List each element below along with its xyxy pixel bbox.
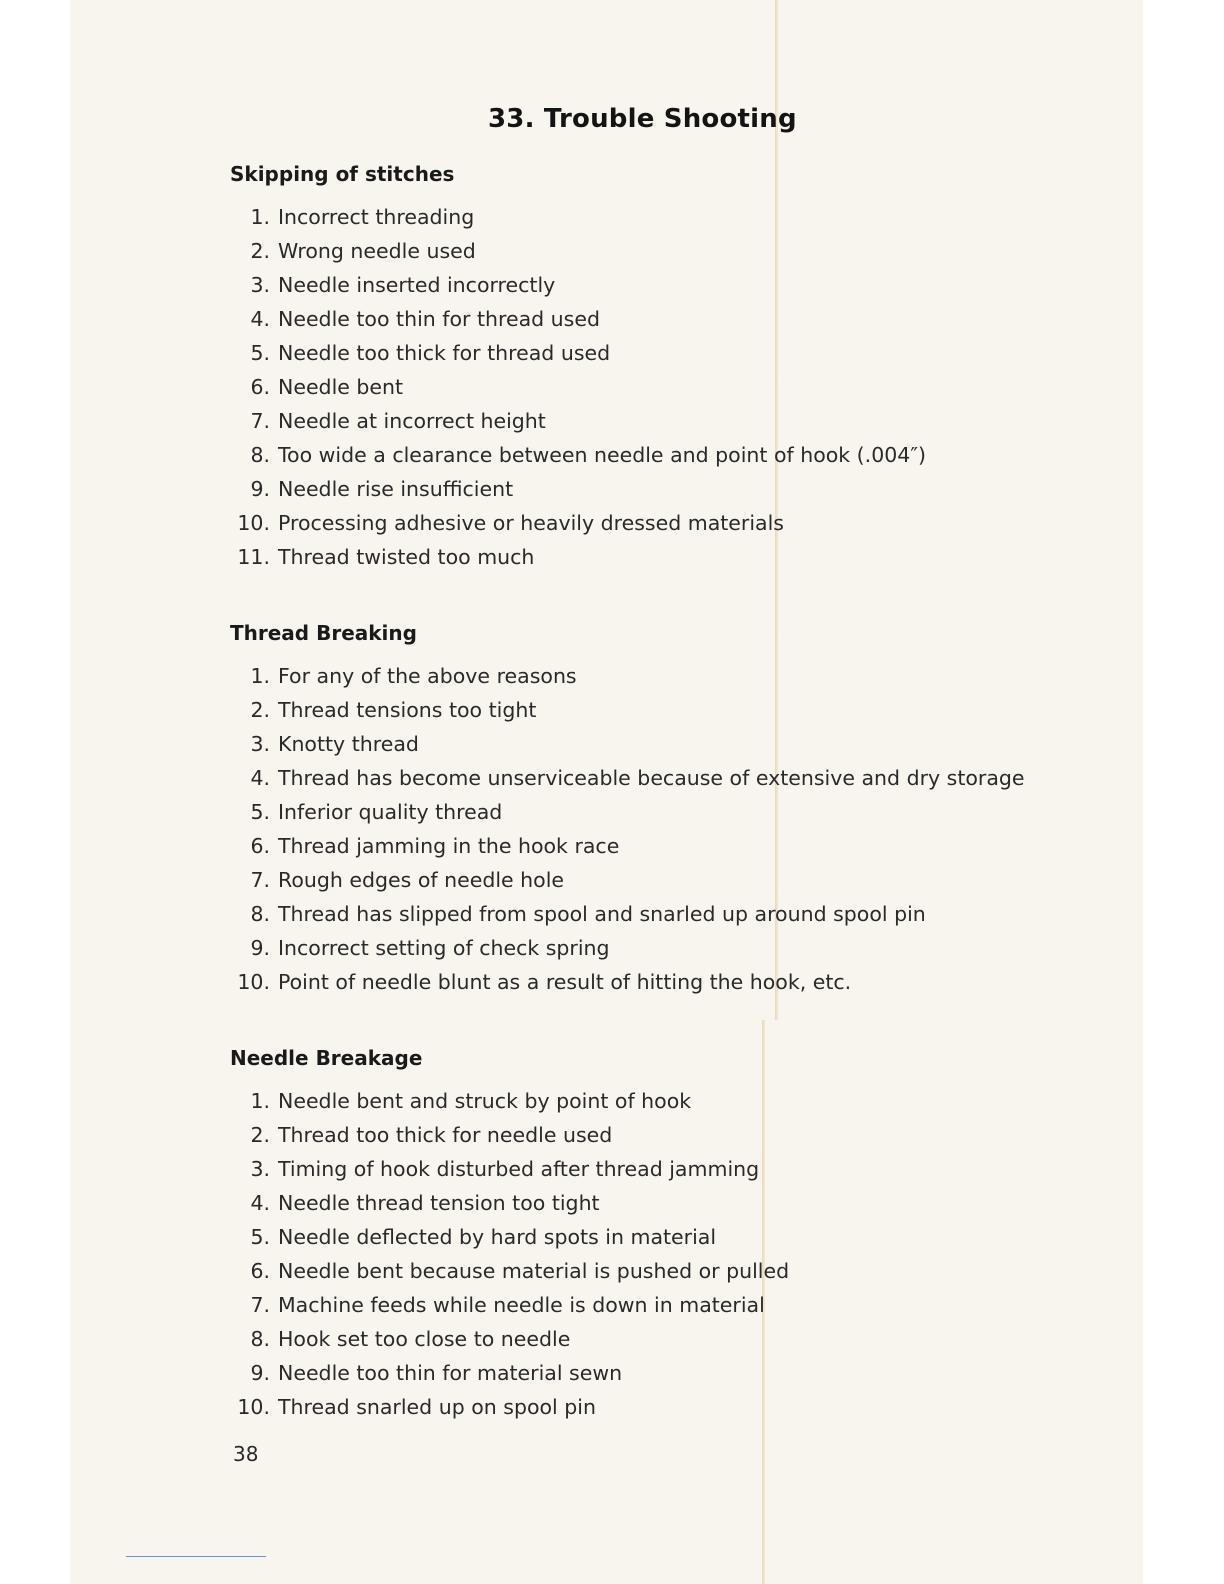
list-skipping-of-stitches (234, 200, 926, 574)
item-number: 4. (250, 307, 270, 331)
list-item (234, 693, 1025, 727)
list-item (234, 1254, 789, 1288)
item-number: 7. (250, 868, 270, 892)
list-item (234, 659, 1025, 693)
item-number: 1. (250, 205, 270, 229)
item-text: Thread snarled up on spool pin (278, 1395, 596, 1419)
item-number: 4. (250, 1191, 270, 1215)
item-text: Needle too thin for thread used (278, 307, 600, 331)
item-text: Needle deflected by hard spots in material (278, 1225, 717, 1249)
item-number: 1. (250, 664, 270, 688)
item-text: Thread too thick for needle used (278, 1123, 613, 1147)
item-number: 6. (250, 375, 270, 399)
list-item (234, 965, 1025, 999)
item-text: Machine feeds while needle is down in material (278, 1293, 765, 1317)
item-text: Processing adhesive or heavily dressed materials (278, 511, 784, 535)
list-item (234, 829, 1025, 863)
item-text: Needle too thin for material sewn (278, 1361, 623, 1385)
item-text: Thread has slipped from spool and snarled up around spool pin (278, 902, 926, 926)
list-item (234, 1322, 789, 1356)
item-number: 10. (237, 1395, 270, 1419)
item-number: 9. (250, 936, 270, 960)
item-number: 6. (250, 1259, 270, 1283)
item-text: Wrong needle used (278, 239, 476, 263)
list-item (234, 540, 926, 574)
item-text: Needle rise insufficient (278, 477, 514, 501)
item-number: 11. (237, 545, 270, 569)
item-text: Needle thread tension too tight (278, 1191, 600, 1215)
item-number: 3. (250, 732, 270, 756)
item-text: Rough edges of needle hole (278, 868, 564, 892)
item-number: 8. (250, 902, 270, 926)
list-thread-breaking (234, 659, 1025, 999)
page-number: 38 (233, 1442, 259, 1466)
item-number: 3. (250, 1157, 270, 1181)
item-number: 6. (250, 834, 270, 858)
item-text: Too wide a clearance between needle and point of hook (.004″) (278, 443, 926, 467)
item-text: Needle bent (278, 375, 404, 399)
list-item (234, 1186, 789, 1220)
list-item (234, 506, 926, 540)
item-text: Thread has become unserviceable because of extensive and dry storage (278, 766, 1025, 790)
list-item (234, 863, 1025, 897)
list-item (234, 761, 1025, 795)
item-number: 8. (250, 443, 270, 467)
list-item (234, 897, 1025, 931)
item-number: 1. (250, 1089, 270, 1113)
list-item (234, 438, 926, 472)
bottom-rule (126, 1556, 266, 1557)
list-item (234, 234, 926, 268)
item-number: 5. (250, 341, 270, 365)
list-needle-breakage (234, 1084, 789, 1424)
item-text: Point of needle blunt as a result of hitting the hook, etc. (278, 970, 852, 994)
list-item (234, 268, 926, 302)
list-item (234, 1118, 789, 1152)
list-item (234, 472, 926, 506)
item-number: 2. (250, 698, 270, 722)
item-text: Incorrect threading (278, 205, 475, 229)
list-item (234, 1390, 789, 1424)
list-item (234, 1152, 789, 1186)
list-item (234, 1288, 789, 1322)
list-item (234, 200, 926, 234)
item-text: Needle inserted incorrectly (278, 273, 556, 297)
item-number: 9. (250, 1361, 270, 1385)
item-number: 5. (250, 800, 270, 824)
list-item (234, 1220, 789, 1254)
item-text: Thread twisted too much (278, 545, 535, 569)
item-number: 10. (237, 511, 270, 535)
page-title: 33. Trouble Shooting (488, 104, 797, 134)
item-number: 7. (250, 1293, 270, 1317)
list-item (234, 727, 1025, 761)
item-text: Timing of hook disturbed after thread jamming (278, 1157, 760, 1181)
item-text: Thread tensions too tight (278, 698, 537, 722)
item-number: 8. (250, 1327, 270, 1351)
item-text: Knotty thread (278, 732, 419, 756)
item-text: Incorrect setting of check spring (278, 936, 610, 960)
item-number: 7. (250, 409, 270, 433)
item-text: Inferior quality thread (278, 800, 503, 824)
item-number: 5. (250, 1225, 270, 1249)
item-number: 10. (237, 970, 270, 994)
item-text: Needle bent because material is pushed or pulled (278, 1259, 790, 1283)
item-number: 4. (250, 766, 270, 790)
item-text: Needle at incorrect height (278, 409, 546, 433)
item-text: Needle bent and struck by point of hook (278, 1089, 692, 1113)
list-item (234, 404, 926, 438)
list-item (234, 370, 926, 404)
list-item (234, 1356, 789, 1390)
item-number: 3. (250, 273, 270, 297)
item-text: Hook set too close to needle (278, 1327, 571, 1351)
list-item (234, 795, 1025, 829)
list-item (234, 336, 926, 370)
list-item (234, 302, 926, 336)
section-heading-skipping: Skipping of stitches (230, 162, 455, 186)
list-item (234, 931, 1025, 965)
list-item (234, 1084, 789, 1118)
item-text: For any of the above reasons (278, 664, 577, 688)
section-heading-thread-breaking: Thread Breaking (230, 621, 417, 645)
item-number: 2. (250, 1123, 270, 1147)
item-number: 2. (250, 239, 270, 263)
item-text: Needle too thick for thread used (278, 341, 611, 365)
item-number: 9. (250, 477, 270, 501)
item-text: Thread jamming in the hook race (278, 834, 620, 858)
section-heading-needle-breakage: Needle Breakage (230, 1046, 423, 1070)
